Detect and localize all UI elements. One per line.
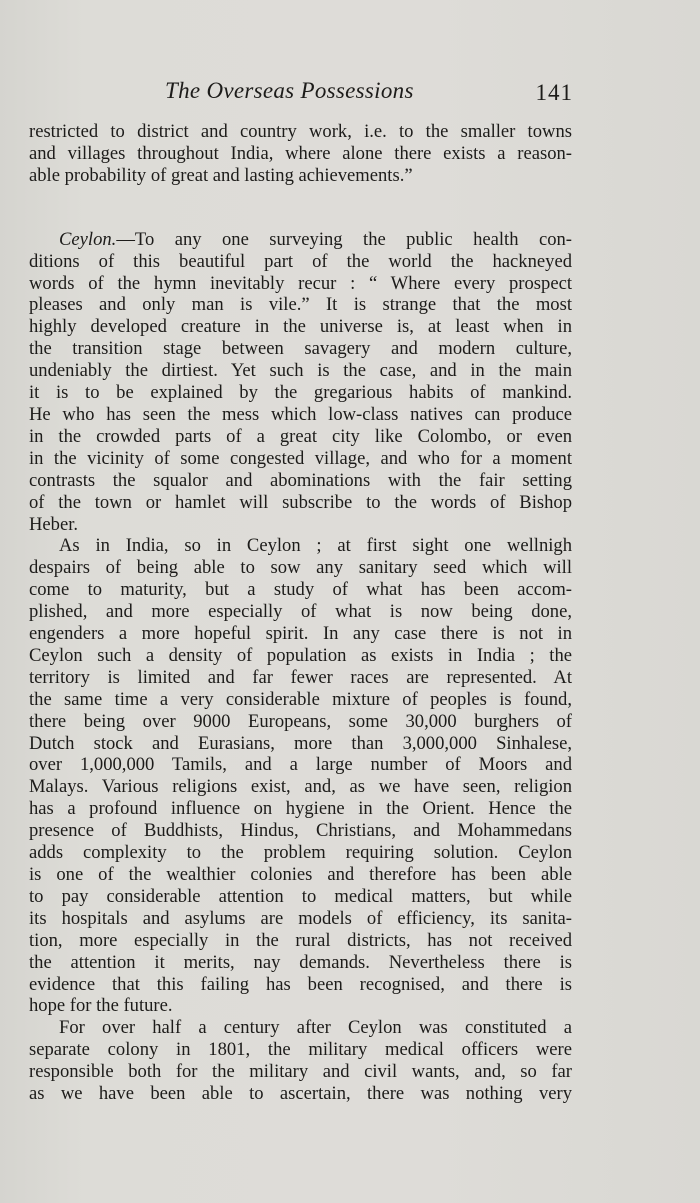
body-text — [29, 121, 572, 1105]
text-line: to pay considerable attention to medical matters, but while — [29, 885, 572, 907]
section-gap — [29, 187, 572, 208]
text-line: able probability of great and lasting achievements.” — [29, 164, 413, 186]
text-line: responsible both for the military and civil wants, and, so far — [29, 1061, 572, 1083]
text-line-content: —To any one surveying the public health con- — [116, 228, 572, 250]
text-line: As in India, so in Ceylon ; at first sight one wellnigh — [59, 535, 572, 557]
text-line: ditions of this beautiful part of the world the hackneyed — [29, 250, 572, 272]
text-line — [29, 229, 572, 251]
text-line: Ceylon such a density of population as exists in India ; the — [29, 644, 572, 666]
section-heading-ceylon: Ceylon. — [59, 228, 117, 250]
text-line: there being over 9000 Europeans, some 30,000 burghers of — [29, 710, 572, 732]
text-line: territory is limited and far fewer races are represented. At — [29, 666, 572, 688]
text-line: of the town or hamlet will subscribe to the words of Bishop — [29, 491, 572, 513]
text-line: it is to be explained by the gregarious habits of mankind. — [29, 382, 572, 404]
paragraph-ceylon — [29, 229, 572, 536]
text-line: separate colony in 1801, the military medical officers were — [29, 1039, 572, 1061]
text-line: its hospitals and asylums are models of efficiency, its sanita- — [29, 907, 572, 929]
text-line: Malays. Various religions exist, and, as we have seen, religion — [29, 776, 572, 798]
text-line: words of the hymn inevitably recur : “ Where every prospect — [29, 272, 572, 294]
text-line: hope for the future. — [29, 995, 173, 1017]
text-line: in the crowded parts of a great city like Colombo, or even — [29, 425, 572, 447]
text-line: presence of Buddhists, Hindus, Christians, and Mohammedans — [29, 820, 572, 842]
paragraph-continued — [29, 121, 572, 187]
text-line: restricted to district and country work, i.e. to the smaller towns — [29, 121, 572, 142]
section-gap — [29, 208, 572, 229]
text-line: in the vicinity of some congested village, and who for a moment — [29, 447, 572, 469]
text-line: over 1,000,000 Tamils, and a large number of Moors and — [29, 754, 572, 776]
text-line: evidence that this failing has been recognised, and there is — [29, 973, 572, 995]
text-line: pleases and only man is vile.” It is strange that the most — [29, 294, 572, 316]
text-line: tion, more especially in the rural districts, has not received — [29, 929, 572, 951]
text-line: and villages throughout India, where alone there exists a reason- — [29, 142, 572, 164]
text-line: come to maturity, but a study of what has been accom- — [29, 579, 572, 601]
text-line: despairs of being able to sow any sanitary seed which will — [29, 557, 572, 579]
text-line: Dutch stock and Eurasians, more than 3,000,000 Sinhalese, — [29, 732, 572, 754]
text-line: has a profound influence on hygiene in the Orient. Hence the — [29, 798, 572, 820]
text-line: the transition stage between savagery and modern culture, — [29, 338, 572, 360]
paragraph-india-ceylon — [29, 535, 572, 1017]
text-line: engenders a more hopeful spirit. In any case there is not in — [29, 623, 572, 645]
running-title: The Overseas Possessions — [165, 78, 414, 103]
text-line: He who has seen the mess which low-class natives can produce — [29, 403, 572, 425]
text-line: highly developed creature in the universe is, at least when in — [29, 316, 572, 338]
text-line: Heber. — [29, 513, 79, 535]
text-line: adds complexity to the problem requiring solution. Ceylon — [29, 842, 572, 864]
text-line: the same time a very considerable mixture of peoples is found, — [29, 688, 572, 710]
text-line: plished, and more especially of what is now being done, — [29, 601, 572, 623]
page-header — [165, 78, 575, 114]
paragraph-half-century — [29, 1017, 572, 1105]
text-line: the attention it merits, nay demands. Nevertheless there is — [29, 951, 572, 973]
text-line: contrasts the squalor and abominations with the fair setting — [29, 469, 572, 491]
text-line: undeniably the dirtiest. Yet such is the case, and in the main — [29, 360, 572, 382]
text-line: as we have been able to ascertain, there was nothing very — [29, 1083, 572, 1105]
text-line: is one of the wealthier colonies and therefore has been able — [29, 864, 572, 885]
text-line: For over half a century after Ceylon was constituted a — [59, 1017, 572, 1039]
page-number: 141 — [535, 80, 573, 105]
